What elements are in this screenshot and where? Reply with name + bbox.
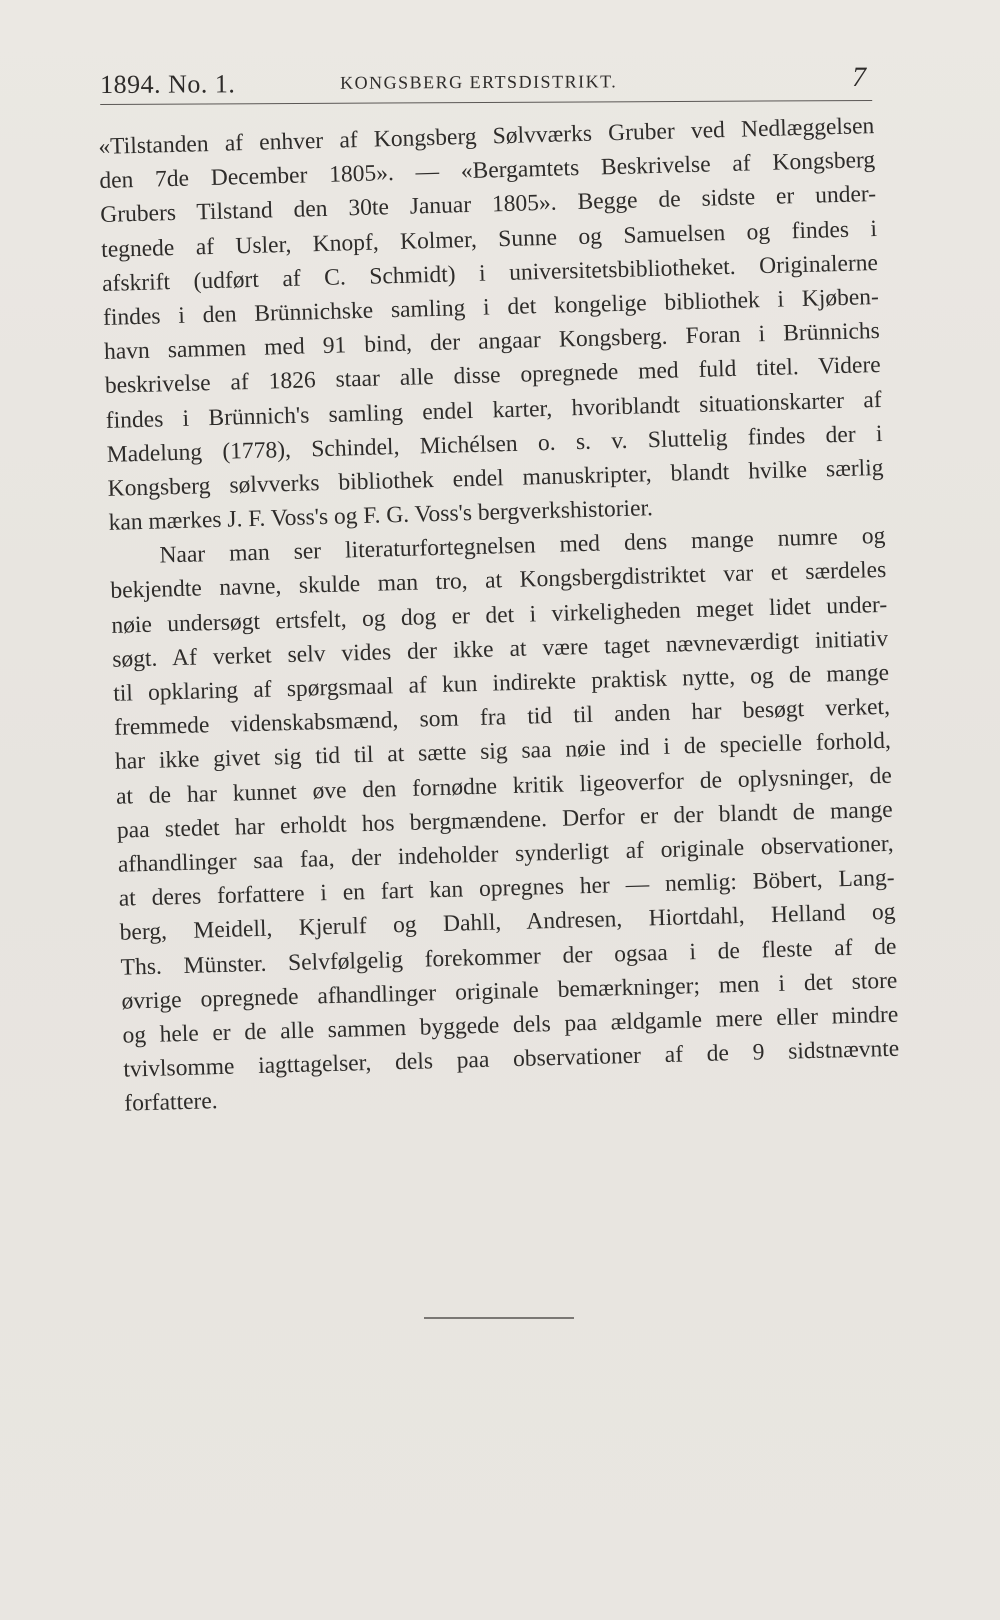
- text-line: «Tilstanden af enhver af Kongsberg Sølvværks Gruber ved Nedlæggelsen: [98, 113, 875, 160]
- text-line: afhandlinger saa faa, der indeholder synderligt af originale observationer,: [117, 830, 894, 878]
- page-header: [100, 60, 872, 105]
- text-line: berg, Meidell, Kjerulf og Dahll, Andresen, Hiortdahl, Helland og: [119, 899, 896, 947]
- text-line: nøie undersøgt ertsfelt, og dog er det i virkeligheden meget lidet under-: [111, 591, 888, 639]
- text-line: Grubers Tilstand den 30te Januar 1805». Begge de sidste er under-: [99, 181, 877, 229]
- text-line: den 7de December 1805». — «Bergamtets Beskrivelse af Kongsberg: [99, 147, 876, 195]
- paragraph-start-line: Naar man ser literaturfortegnelsen med dens mange numre og: [159, 523, 886, 569]
- text-line: tvivlsomme iagttagelser, dels paa observationer af de 9 sidstnævnte: [123, 1035, 900, 1083]
- text-line: og hele er de alle sammen byggede dels paa ældgamle mere eller mindre: [122, 1001, 899, 1049]
- page-number: 7: [852, 61, 867, 94]
- text-line: afskrift (udført af C. Schmidt) i universitetsbibliotheket. Originalerne: [101, 249, 879, 297]
- header-running-title: KONGSBERG ERTSDISTRIKT.: [340, 71, 618, 93]
- text-line: Kongsberg sølvverks bibliothek endel manuskripter, blandt hvilke særlig: [107, 454, 884, 502]
- text-line: har ikke givet sig tid til at sætte sig saa nøie ind i de specielle forhold,: [114, 728, 892, 776]
- text-line: beskrivelse af 1826 staar alle disse opregnede med fuld titel. Videre: [104, 352, 882, 400]
- text-line: kan mærkes J. F. Voss's og F. G. Voss's bergverkshistorier.: [108, 495, 654, 536]
- text-line: paa stedet har erholdt hos bergmændene. Derfor er der blandt de mange: [116, 796, 894, 844]
- text-line: søgt. Af verket selv vides der ikke at være taget nævneværdigt initiativ: [111, 625, 889, 673]
- body-text: [98, 109, 901, 1121]
- text-line: forfattere.: [124, 1088, 218, 1117]
- text-line: at deres forfattere i en fart kan opregnes her — nemlig: Böbert, Lang-: [118, 864, 895, 912]
- section-divider: [424, 1317, 574, 1319]
- text-line: Madelung (1778), Schindel, Michélsen o. s. v. Sluttelig findes der i: [106, 420, 883, 468]
- text-line: fremmede videnskabsmænd, som fra tid til anden har besøgt verket,: [113, 693, 891, 741]
- text-line: til opklaring af spørgsmaal af kun indirekte praktisk nytte, og de mange: [112, 659, 890, 707]
- text-line: tegnede af Usler, Knopf, Kolmer, Sunne og Samuelsen og findes i: [100, 215, 878, 263]
- text-line: øvrige opregnede afhandlinger originale bemærkninger; men i det store: [121, 967, 898, 1015]
- text-line: bekjendte navne, skulde man tro, at Kongsbergdistriktet var et særdeles: [110, 557, 887, 605]
- text-line: at de har kunnet øve den fornødne kritik ligeoverfor de oplysninger, de: [115, 762, 893, 810]
- text-line: findes i Brünnich's samling endel karter, hvoriblandt situationskarter af: [105, 386, 882, 434]
- header-year-issue: 1894. No. 1.: [100, 69, 236, 99]
- text-line: Ths. Münster. Selvfølgelig forekommer der ogsaa i de fleste af de: [120, 933, 897, 981]
- text-line: havn sammen med 91 bind, der angaar Kongsberg. Foran i Brünnichs: [103, 318, 881, 366]
- text-line: findes i den Brünnichske samling i det kongelige bibliothek i Kjøben-: [102, 283, 880, 331]
